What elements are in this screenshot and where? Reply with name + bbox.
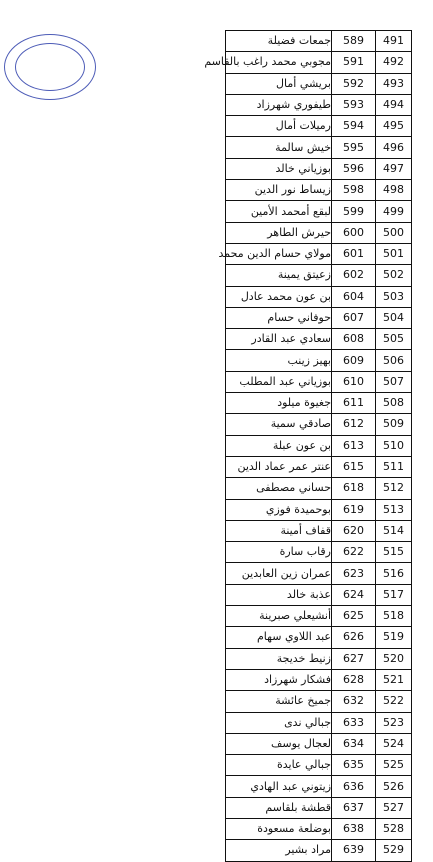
table-row [226,797,412,818]
row-name-cell: فشكار شهرزاد [226,669,332,690]
table-row [226,691,412,712]
row-name-cell: لعجال يوسف [226,733,332,754]
row-number-cell: 526 [376,776,412,797]
row-number-cell: 493 [376,73,412,94]
table-row [226,818,412,839]
row-name-cell: مراد بشير [226,840,332,861]
row-name-cell: أنشيعلي صبرينة [226,606,332,627]
row-number-cell: 514 [376,520,412,541]
table-row [226,733,412,754]
row-number-cell: 523 [376,712,412,733]
table-row [226,840,412,861]
row-code-cell: 589 [332,31,376,52]
row-code-cell: 633 [332,712,376,733]
row-number-cell: 524 [376,733,412,754]
table-row [226,648,412,669]
row-number-cell: 506 [376,350,412,371]
row-code-cell: 634 [332,733,376,754]
table-row [226,755,412,776]
row-name-cell: بوحميدة فوزي [226,499,332,520]
row-name-cell: رميلات أمال [226,116,332,137]
row-code-cell: 604 [332,286,376,307]
row-name-cell: جمعات فضيلة [226,31,332,52]
table-row [226,243,412,264]
row-number-cell: 515 [376,542,412,563]
table-row [226,31,412,52]
row-number-cell: 502 [376,265,412,286]
row-number-cell: 510 [376,435,412,456]
table-row [226,542,412,563]
table-row [226,265,412,286]
table-row [226,329,412,350]
official-stamp-icon [4,34,96,100]
row-number-cell: 498 [376,180,412,201]
table-row [226,137,412,158]
table-row [226,201,412,222]
row-name-cell: زيساط نور الدين [226,180,332,201]
row-name-cell: رقاب سارة [226,542,332,563]
row-code-cell: 611 [332,393,376,414]
row-number-cell: 507 [376,371,412,392]
row-number-cell: 504 [376,307,412,328]
row-number-cell: 518 [376,606,412,627]
row-number-cell: 500 [376,222,412,243]
names-table [204,30,412,862]
row-name-cell: حيرش الطاهر [226,222,332,243]
table-row [226,669,412,690]
row-code-cell: 610 [332,371,376,392]
row-code-cell: 622 [332,542,376,563]
row-number-cell: 496 [376,137,412,158]
row-code-cell: 628 [332,669,376,690]
table-row [226,456,412,477]
row-number-cell: 492 [376,52,412,73]
row-number-cell: 520 [376,648,412,669]
table-row [226,520,412,541]
row-number-cell: 491 [376,31,412,52]
row-number-cell: 525 [376,755,412,776]
table-row [226,606,412,627]
row-name-cell: زعيتق يمينة [226,265,332,286]
row-code-cell: 595 [332,137,376,158]
row-number-cell: 513 [376,499,412,520]
row-name-cell: لبقع أمحمد الأمين [226,201,332,222]
row-name-cell: عذبة خالد [226,584,332,605]
row-name-cell: بوزياني خالد [226,158,332,179]
row-code-cell: 618 [332,478,376,499]
row-code-cell: 600 [332,222,376,243]
row-name-cell: جميخ عائشة [226,691,332,712]
table-row [226,776,412,797]
table-row [226,478,412,499]
row-code-cell: 623 [332,563,376,584]
row-number-cell: 511 [376,456,412,477]
row-name-cell: طيفوري شهرزاد [226,94,332,115]
table-row [226,435,412,456]
row-code-cell: 608 [332,329,376,350]
row-number-cell: 529 [376,840,412,861]
names-table-body [204,31,412,862]
row-code-cell: 609 [332,350,376,371]
table-row [226,73,412,94]
row-name-cell: بوضلعة مسعودة [226,818,332,839]
table-row [226,393,412,414]
row-number-cell: 516 [376,563,412,584]
row-number-cell: 495 [376,116,412,137]
row-number-cell: 528 [376,818,412,839]
row-code-cell: 635 [332,755,376,776]
table-row [226,94,412,115]
row-code-cell: 636 [332,776,376,797]
row-number-cell: 517 [376,584,412,605]
row-number-cell: 519 [376,627,412,648]
table-row [226,350,412,371]
row-code-cell: 601 [332,243,376,264]
row-name-cell: عنتر عمر عماد الدين [226,456,332,477]
row-number-cell: 501 [376,243,412,264]
table-row [226,307,412,328]
row-name-cell: مجوبي محمد راغب بالقاسم [226,52,332,73]
row-code-cell: 598 [332,180,376,201]
row-number-cell: 508 [376,393,412,414]
row-name-cell: بن عون عبلة [226,435,332,456]
row-name-cell: جبالي ندى [226,712,332,733]
row-code-cell: 625 [332,606,376,627]
table-row [226,222,412,243]
row-code-cell: 612 [332,414,376,435]
row-name-cell: زيتوني عبد الهادي [226,776,332,797]
row-code-cell: 607 [332,307,376,328]
row-name-cell: قفاف أمينة [226,520,332,541]
row-code-cell: 624 [332,584,376,605]
row-code-cell: 637 [332,797,376,818]
row-number-cell: 509 [376,414,412,435]
row-code-cell: 593 [332,94,376,115]
row-name-cell: سعادي عبد القادر [226,329,332,350]
row-name-cell: جغيوة ميلود [226,393,332,414]
row-number-cell: 494 [376,94,412,115]
row-number-cell: 522 [376,691,412,712]
table-row [226,414,412,435]
row-code-cell: 619 [332,499,376,520]
row-code-cell: 596 [332,158,376,179]
row-name-cell: عبد اللاوي سهام [226,627,332,648]
table-row [226,499,412,520]
table-row [226,286,412,307]
table-row [226,116,412,137]
row-name-cell: قطشة بلقاسم [226,797,332,818]
row-name-cell: زنيط خديجة [226,648,332,669]
table-row [226,627,412,648]
table-row [226,52,412,73]
table-row [226,584,412,605]
row-name-cell: خيش سالمة [226,137,332,158]
table-row [226,563,412,584]
row-name-cell: بوزياني عبد المطلب [226,371,332,392]
table-row [226,712,412,733]
row-name-cell: جبالي عايدة [226,755,332,776]
row-code-cell: 639 [332,840,376,861]
row-code-cell: 627 [332,648,376,669]
row-number-cell: 527 [376,797,412,818]
row-code-cell: 592 [332,73,376,94]
row-name-cell: صادقي سمية [226,414,332,435]
row-code-cell: 620 [332,520,376,541]
row-number-cell: 497 [376,158,412,179]
row-code-cell: 602 [332,265,376,286]
row-code-cell: 591 [332,52,376,73]
row-code-cell: 613 [332,435,376,456]
row-name-cell: بن عون محمد عادل [226,286,332,307]
table-row [226,158,412,179]
row-name-cell: عمران زين العابدين [226,563,332,584]
table-row [226,180,412,201]
row-number-cell: 521 [376,669,412,690]
row-number-cell: 512 [376,478,412,499]
row-name-cell: مولاي حسام الدين محمد [226,243,332,264]
row-number-cell: 505 [376,329,412,350]
row-code-cell: 638 [332,818,376,839]
row-code-cell: 594 [332,116,376,137]
row-name-cell: بهيز زينب [226,350,332,371]
row-code-cell: 599 [332,201,376,222]
row-name-cell: حساني مصطفى [226,478,332,499]
row-name-cell: حوفاني حسام [226,307,332,328]
row-code-cell: 615 [332,456,376,477]
row-code-cell: 626 [332,627,376,648]
row-number-cell: 499 [376,201,412,222]
row-code-cell: 632 [332,691,376,712]
table-row [226,371,412,392]
row-name-cell: بريشي أمال [226,73,332,94]
row-number-cell: 503 [376,286,412,307]
